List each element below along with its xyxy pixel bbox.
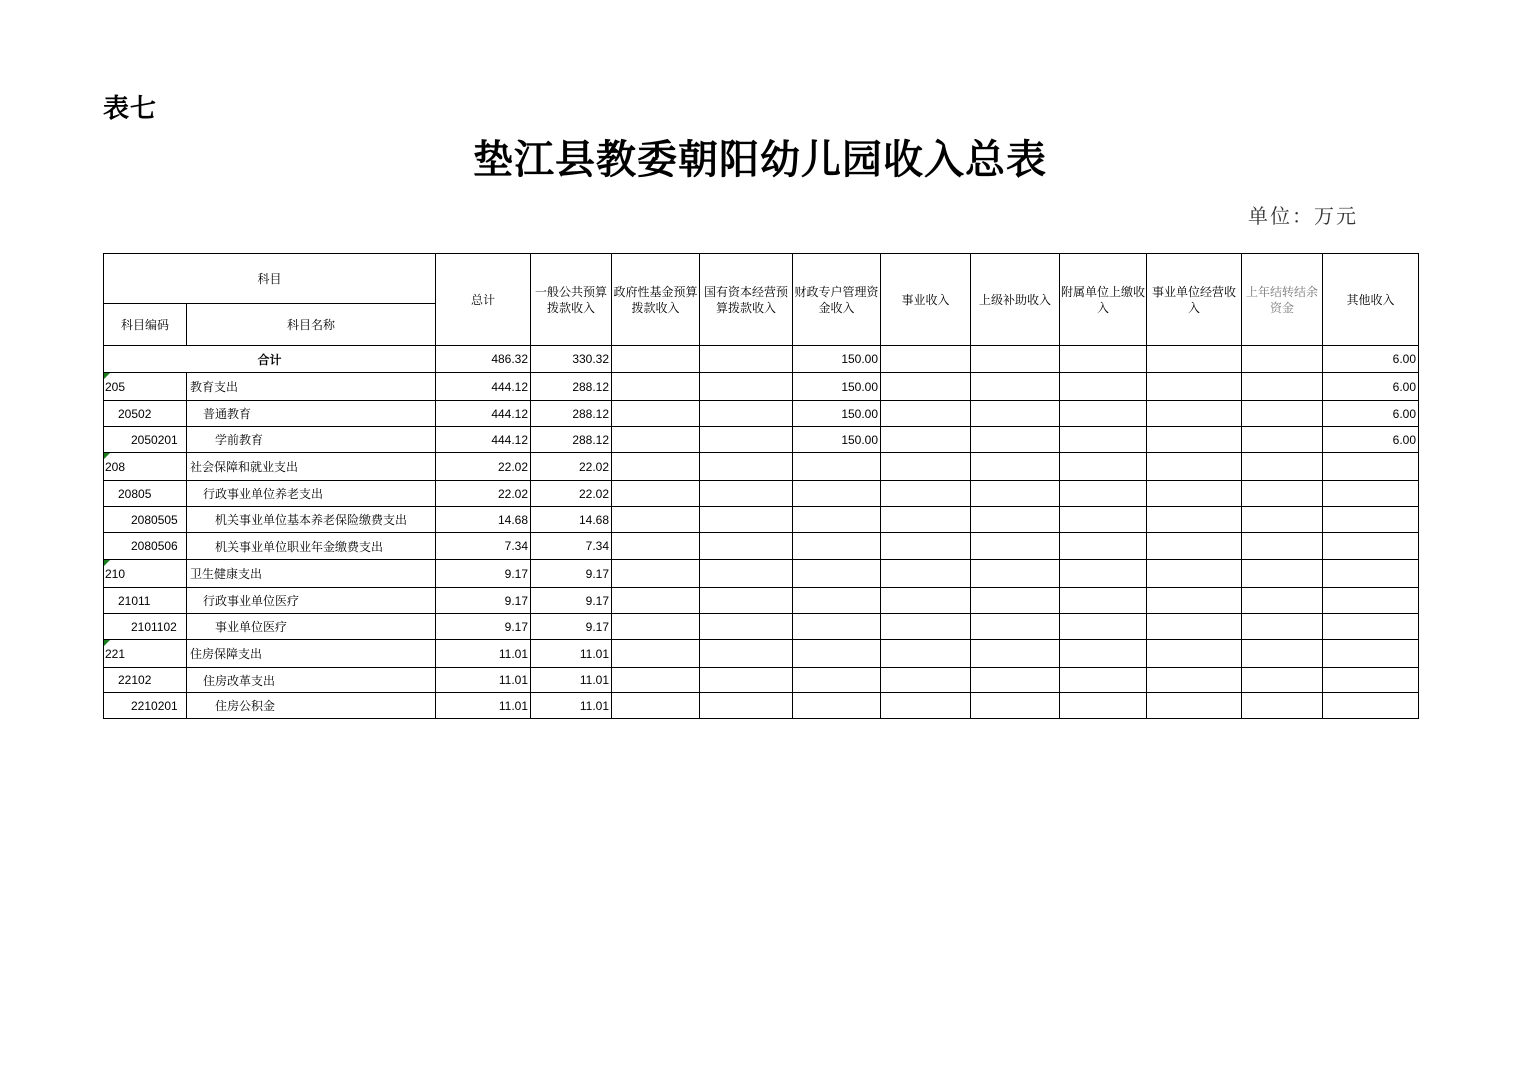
cell-affiliated [1060,533,1147,560]
cell-other [1323,693,1419,719]
cell-name: 行政事业单位养老支出 [187,481,436,507]
cell-gov-fund [612,346,700,373]
cell-carryover [1242,588,1323,614]
cell-operating [1147,614,1242,640]
table-row [104,427,1419,453]
cell-total: 22.02 [436,453,531,481]
cell-code: 2050201 [104,427,187,453]
cell-fiscal-special [793,614,881,640]
cell-gov-fund [612,640,700,668]
cell-operating [1147,640,1242,668]
cell-fiscal-special [793,560,881,588]
cell-code: 20502 [104,401,187,427]
header-row-1 [104,254,1419,304]
cell-total: 444.12 [436,427,531,453]
cell-general: 288.12 [531,401,612,427]
col-business: 事业收入 [881,254,971,346]
cell-superior [971,507,1060,533]
cell-superior [971,373,1060,401]
cell-superior [971,533,1060,560]
cell-carryover [1242,668,1323,693]
col-gov-fund: 政府性基金预算拨款收入 [612,254,700,346]
cell-affiliated [1060,560,1147,588]
cell-carryover [1242,533,1323,560]
cell-code: 2101102 [104,614,187,640]
cell-operating [1147,560,1242,588]
col-superior: 上级补助收入 [971,254,1060,346]
table-row [104,373,1419,401]
cell-other [1323,640,1419,668]
cell-name: 住房公积金 [187,693,436,719]
table-row [104,401,1419,427]
cell-state-capital [700,640,793,668]
cell-business [881,453,971,481]
cell-general: 330.32 [531,346,612,373]
cell-affiliated [1060,640,1147,668]
cell-affiliated [1060,693,1147,719]
cell-total: 9.17 [436,560,531,588]
cell-total: 7.34 [436,533,531,560]
cell-gov-fund [612,533,700,560]
cell-fiscal-special [793,507,881,533]
cell-business [881,533,971,560]
income-table [103,253,1419,719]
table-row [104,533,1419,560]
table-row [104,560,1419,588]
table-body [104,346,1419,719]
cell-superior [971,481,1060,507]
cell-business [881,427,971,453]
cell-name: 学前教育 [187,427,436,453]
cell-code: 210 [104,560,187,588]
total-label: 合计 [104,346,436,373]
cell-other [1323,481,1419,507]
table-row [104,481,1419,507]
col-subject: 科目 [104,254,436,304]
cell-name: 事业单位医疗 [187,614,436,640]
cell-state-capital [700,588,793,614]
cell-gov-fund [612,560,700,588]
cell-total: 11.01 [436,640,531,668]
cell-other [1323,588,1419,614]
cell-name: 机关事业单位职业年金缴费支出 [187,533,436,560]
cell-code: 2080505 [104,507,187,533]
cell-affiliated [1060,481,1147,507]
cell-name: 住房改革支出 [187,668,436,693]
cell-name: 机关事业单位基本养老保险缴费支出 [187,507,436,533]
cell-business [881,693,971,719]
cell-fiscal-special [793,588,881,614]
cell-code: 2080506 [104,533,187,560]
cell-fiscal-special: 150.00 [793,401,881,427]
cell-carryover [1242,614,1323,640]
cell-state-capital [700,507,793,533]
cell-superior [971,668,1060,693]
cell-business [881,401,971,427]
cell-carryover [1242,693,1323,719]
cell-state-capital [700,481,793,507]
cell-gov-fund [612,481,700,507]
cell-operating [1147,481,1242,507]
col-code: 科目编码 [104,304,187,346]
cell-code: 22102 [104,668,187,693]
cell-fiscal-special [793,481,881,507]
cell-total: 11.01 [436,668,531,693]
cell-other [1323,668,1419,693]
cell-affiliated [1060,614,1147,640]
cell-general: 7.34 [531,533,612,560]
cell-business [881,507,971,533]
cell-state-capital [700,533,793,560]
cell-total: 444.12 [436,401,531,427]
cell-gov-fund [612,401,700,427]
cell-other [1323,453,1419,481]
col-fiscal-special: 财政专户管理资金收入 [793,254,881,346]
cell-operating [1147,588,1242,614]
cell-total: 486.32 [436,346,531,373]
cell-affiliated [1060,507,1147,533]
cell-gov-fund [612,668,700,693]
col-affiliated: 附属单位上缴收入 [1060,254,1147,346]
cell-fiscal-special: 150.00 [793,346,881,373]
cell-general: 11.01 [531,693,612,719]
cell-superior [971,588,1060,614]
cell-carryover [1242,507,1323,533]
cell-name: 住房保障支出 [187,640,436,668]
cell-operating [1147,346,1242,373]
cell-state-capital [700,427,793,453]
cell-other [1323,560,1419,588]
cell-superior [971,640,1060,668]
cell-fiscal-special [793,533,881,560]
cell-gov-fund [612,453,700,481]
cell-superior [971,427,1060,453]
cell-operating [1147,427,1242,453]
table-row [104,614,1419,640]
total-row [104,346,1419,373]
col-state-capital: 国有资本经营预算拨款收入 [700,254,793,346]
cell-other: 6.00 [1323,401,1419,427]
cell-name: 行政事业单位医疗 [187,588,436,614]
cell-name: 卫生健康支出 [187,560,436,588]
cell-general: 9.17 [531,614,612,640]
cell-fiscal-special [793,453,881,481]
cell-affiliated [1060,401,1147,427]
cell-superior [971,346,1060,373]
cell-fiscal-special: 150.00 [793,427,881,453]
unit-label: 单位：万元 [1248,204,1358,228]
cell-fiscal-special [793,668,881,693]
cell-affiliated [1060,668,1147,693]
cell-business [881,346,971,373]
cell-gov-fund [612,588,700,614]
cell-business [881,481,971,507]
cell-gov-fund [612,614,700,640]
cell-carryover [1242,373,1323,401]
cell-general: 14.68 [531,507,612,533]
cell-general: 11.01 [531,640,612,668]
cell-total: 22.02 [436,481,531,507]
col-general: 一般公共预算拨款收入 [531,254,612,346]
table-number-label: 表七 [103,94,158,124]
col-operating: 事业单位经营收入 [1147,254,1242,346]
cell-code: 208 [104,453,187,481]
cell-gov-fund [612,507,700,533]
cell-general: 288.12 [531,427,612,453]
col-carryover: 上年结转结余资金 [1242,254,1323,346]
cell-code: 21011 [104,588,187,614]
cell-superior [971,401,1060,427]
cell-other [1323,533,1419,560]
cell-code: 20805 [104,481,187,507]
cell-operating [1147,533,1242,560]
cell-carryover [1242,640,1323,668]
cell-state-capital [700,560,793,588]
cell-operating [1147,507,1242,533]
cell-total: 444.12 [436,373,531,401]
cell-state-capital [700,614,793,640]
cell-business [881,668,971,693]
cell-state-capital [700,401,793,427]
cell-total: 14.68 [436,507,531,533]
cell-other: 6.00 [1323,373,1419,401]
cell-fiscal-special [793,640,881,668]
col-name: 科目名称 [187,304,436,346]
cell-name: 社会保障和就业支出 [187,453,436,481]
cell-operating [1147,668,1242,693]
cell-other: 6.00 [1323,427,1419,453]
cell-carryover [1242,453,1323,481]
cell-operating [1147,693,1242,719]
cell-affiliated [1060,588,1147,614]
cell-other [1323,507,1419,533]
table-row [104,640,1419,668]
cell-other [1323,614,1419,640]
cell-business [881,614,971,640]
cell-superior [971,693,1060,719]
cell-operating [1147,401,1242,427]
col-total: 总计 [436,254,531,346]
cell-superior [971,560,1060,588]
cell-general: 22.02 [531,453,612,481]
cell-general: 11.01 [531,668,612,693]
page-title: 垫江县教委朝阳幼儿园收入总表 [473,136,1047,183]
cell-operating [1147,453,1242,481]
cell-code: 205 [104,373,187,401]
cell-affiliated [1060,346,1147,373]
cell-general: 9.17 [531,588,612,614]
cell-general: 9.17 [531,560,612,588]
cell-affiliated [1060,427,1147,453]
cell-general: 22.02 [531,481,612,507]
cell-state-capital [700,453,793,481]
cell-other: 6.00 [1323,346,1419,373]
cell-code: 2210201 [104,693,187,719]
cell-state-capital [700,693,793,719]
table-row [104,453,1419,481]
cell-fiscal-special: 150.00 [793,373,881,401]
cell-carryover [1242,560,1323,588]
table-row [104,668,1419,693]
table-row [104,588,1419,614]
cell-business [881,640,971,668]
cell-code: 221 [104,640,187,668]
cell-superior [971,453,1060,481]
cell-superior [971,614,1060,640]
cell-total: 9.17 [436,614,531,640]
cell-carryover [1242,481,1323,507]
cell-affiliated [1060,373,1147,401]
cell-total: 9.17 [436,588,531,614]
cell-fiscal-special [793,693,881,719]
cell-general: 288.12 [531,373,612,401]
cell-name: 普通教育 [187,401,436,427]
cell-business [881,588,971,614]
cell-gov-fund [612,373,700,401]
cell-gov-fund [612,693,700,719]
cell-carryover [1242,427,1323,453]
cell-gov-fund [612,427,700,453]
cell-carryover [1242,346,1323,373]
cell-business [881,373,971,401]
cell-business [881,560,971,588]
table-row [104,693,1419,719]
cell-total: 11.01 [436,693,531,719]
cell-state-capital [700,346,793,373]
cell-affiliated [1060,453,1147,481]
cell-operating [1147,373,1242,401]
cell-state-capital [700,668,793,693]
cell-name: 教育支出 [187,373,436,401]
table-row [104,507,1419,533]
col-other: 其他收入 [1323,254,1419,346]
cell-carryover [1242,401,1323,427]
cell-state-capital [700,373,793,401]
